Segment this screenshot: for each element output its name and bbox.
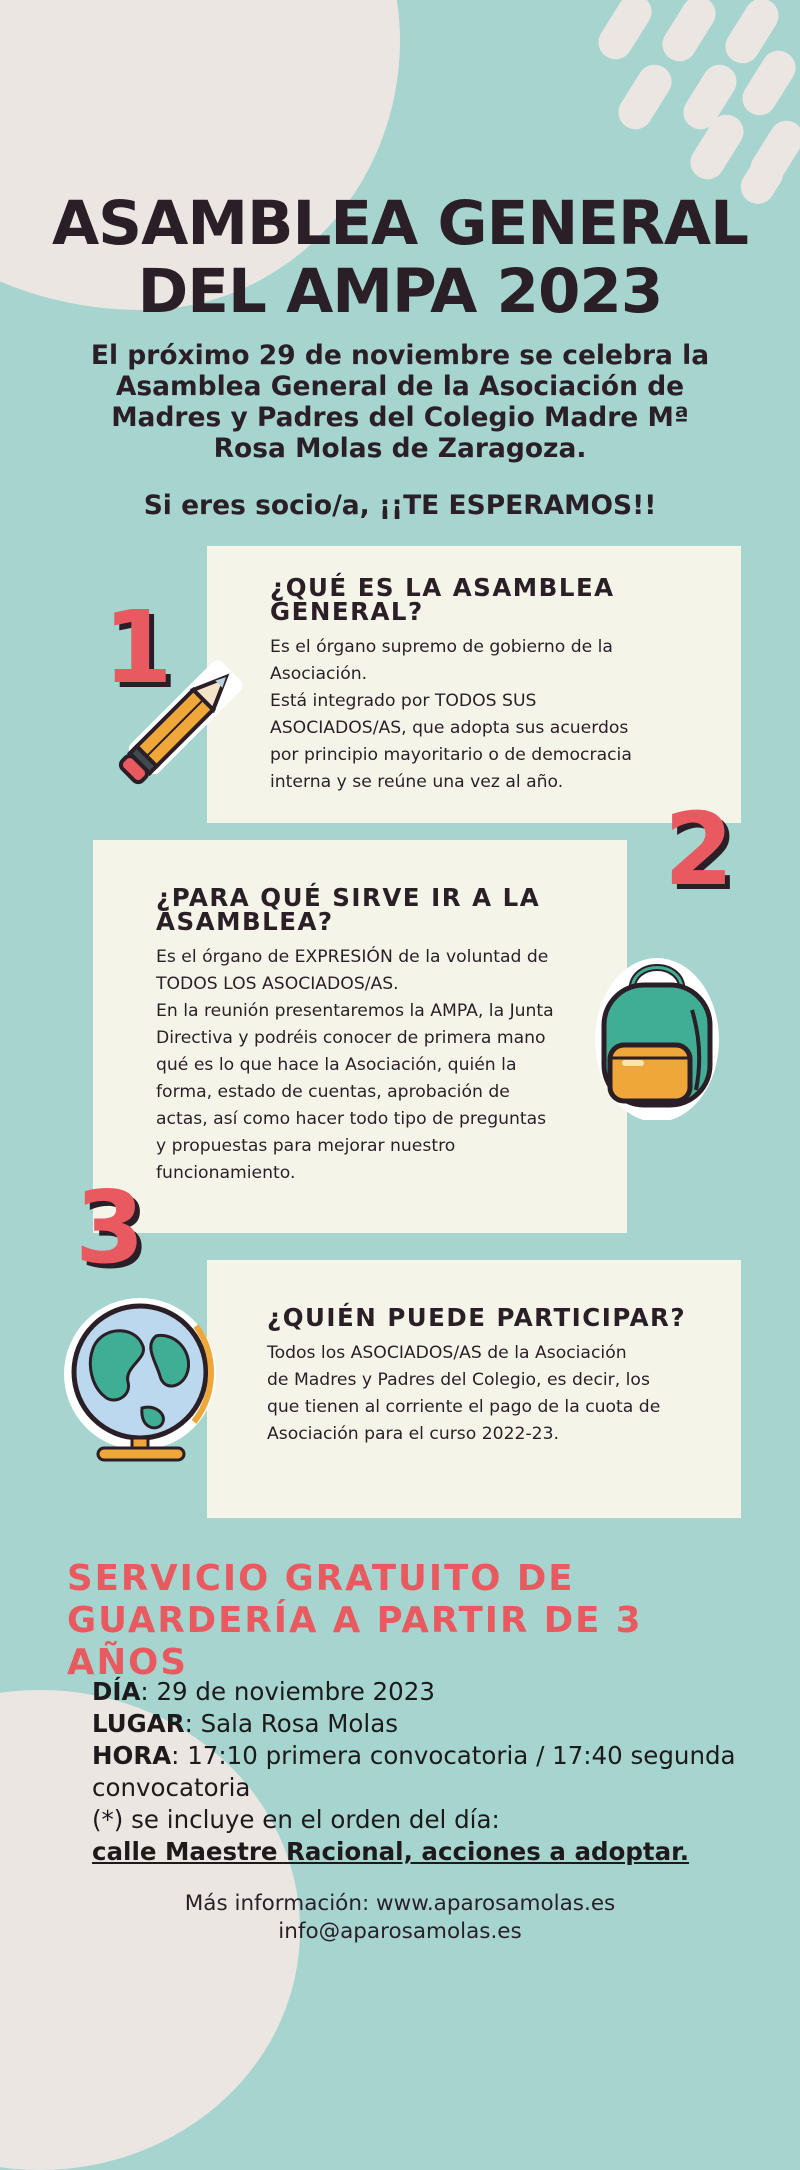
more-info <box>0 1890 800 1946</box>
section-heading: ¿PARA QUÉ SIRVE IR A LA ASAMBLEA? <box>156 883 541 936</box>
section-text-line: y propuestas para mejorar nuestro <box>156 1136 456 1156</box>
section-text-line: interna y se reúne una vez al año. <box>270 772 564 792</box>
section-number-1: 1 <box>103 589 173 706</box>
section-text-line: Todos los ASOCIADOS/AS de la Asociación <box>267 1343 627 1363</box>
section-text-line: ASOCIADOS/AS, que adopta sus acuerdos <box>270 718 629 738</box>
section-text-line: que tienen al corriente el pago de la cuota de <box>267 1397 661 1417</box>
section-card-2 <box>93 840 627 1233</box>
section-text-line: Asociación. <box>270 664 368 684</box>
place-row <box>92 1708 742 1740</box>
section-text-line: por principio mayoritario o de democracia <box>270 745 632 765</box>
section-text-line: funcionamiento. <box>156 1163 296 1183</box>
globe-icon <box>64 1296 224 1466</box>
service-line-2: GUARDERÍA A PARTIR DE 3 AÑOS <box>67 1600 643 1683</box>
section-text-line: Asociación para el curso 2022-23. <box>267 1424 560 1444</box>
pencil-icon <box>95 648 255 808</box>
time-value: : 17:10 primera convocatoria / 17:40 segunda convocatoria <box>92 1741 736 1802</box>
section-number-3: 3 <box>75 1169 145 1286</box>
title-line-1: ASAMBLEA GENERAL <box>51 188 749 259</box>
backpack-icon <box>592 950 722 1120</box>
section-text-line: qué es lo que hace la Asociación, quién la <box>156 1055 517 1075</box>
section-card-1 <box>207 546 741 823</box>
section-heading: ¿QUIÉN PUEDE PARTICIPAR? <box>267 1303 687 1332</box>
day-row <box>92 1676 742 1708</box>
page-title <box>0 190 800 326</box>
section-number-2: 2 <box>664 791 734 908</box>
agenda-item: calle Maestre Racional, acciones a adoptar. <box>92 1837 690 1866</box>
section-text-line: Es el órgano supremo de gobierno de la <box>270 637 613 657</box>
invite-text: Si eres socio/a, ¡¡TE ESPERAMOS!! <box>143 490 657 521</box>
place-label: LUGAR <box>92 1709 185 1738</box>
section-text-line: actas, así como hacer todo tipo de preguntas <box>156 1109 547 1129</box>
event-details <box>92 1676 742 1868</box>
section-heading: ¿QUÉ ES LA ASAMBLEA GENERAL? <box>270 573 615 626</box>
section-text-line: forma, estado de cuentas, aprobación de <box>156 1082 510 1102</box>
time-row <box>92 1740 742 1804</box>
day-label: DÍA <box>92 1677 141 1706</box>
section-text-line: Es el órgano de EXPRESIÓN de la voluntad de <box>156 947 549 967</box>
place-value: : Sala Rosa Molas <box>184 1709 398 1738</box>
agenda-note: (*) se incluye en el orden del día: <box>92 1805 500 1834</box>
section-text-line: Está integrado por TODOS SUS <box>270 691 537 711</box>
section-text-line: de Madres y Padres del Colegio, es decir, los <box>267 1370 650 1390</box>
website-text: Más información: www.aparosamolas.es <box>184 1891 616 1916</box>
title-line-2: DEL AMPA 2023 <box>137 256 663 327</box>
time-label: HORA <box>92 1741 172 1770</box>
day-value: : 29 de noviembre 2023 <box>140 1677 435 1706</box>
section-text-line: Directiva y podréis conocer de primera mano <box>156 1028 546 1048</box>
section-text-line: TODOS LOS ASOCIADOS/AS. <box>156 974 399 994</box>
free-childcare-banner <box>67 1558 767 1684</box>
intro-text: El próximo 29 de noviembre se celebra la Asamblea General de la Asociación de Madres y Padres del Colegio Madre Mª Rosa Molas de Zaragoza. <box>90 340 710 464</box>
email-text: info@aparosamolas.es <box>278 1919 522 1944</box>
section-card-3 <box>207 1260 741 1518</box>
section-text-line: En la reunión presentaremos la AMPA, la Junta <box>156 1001 554 1021</box>
service-line-1: SERVICIO GRATUITO DE <box>67 1558 575 1599</box>
